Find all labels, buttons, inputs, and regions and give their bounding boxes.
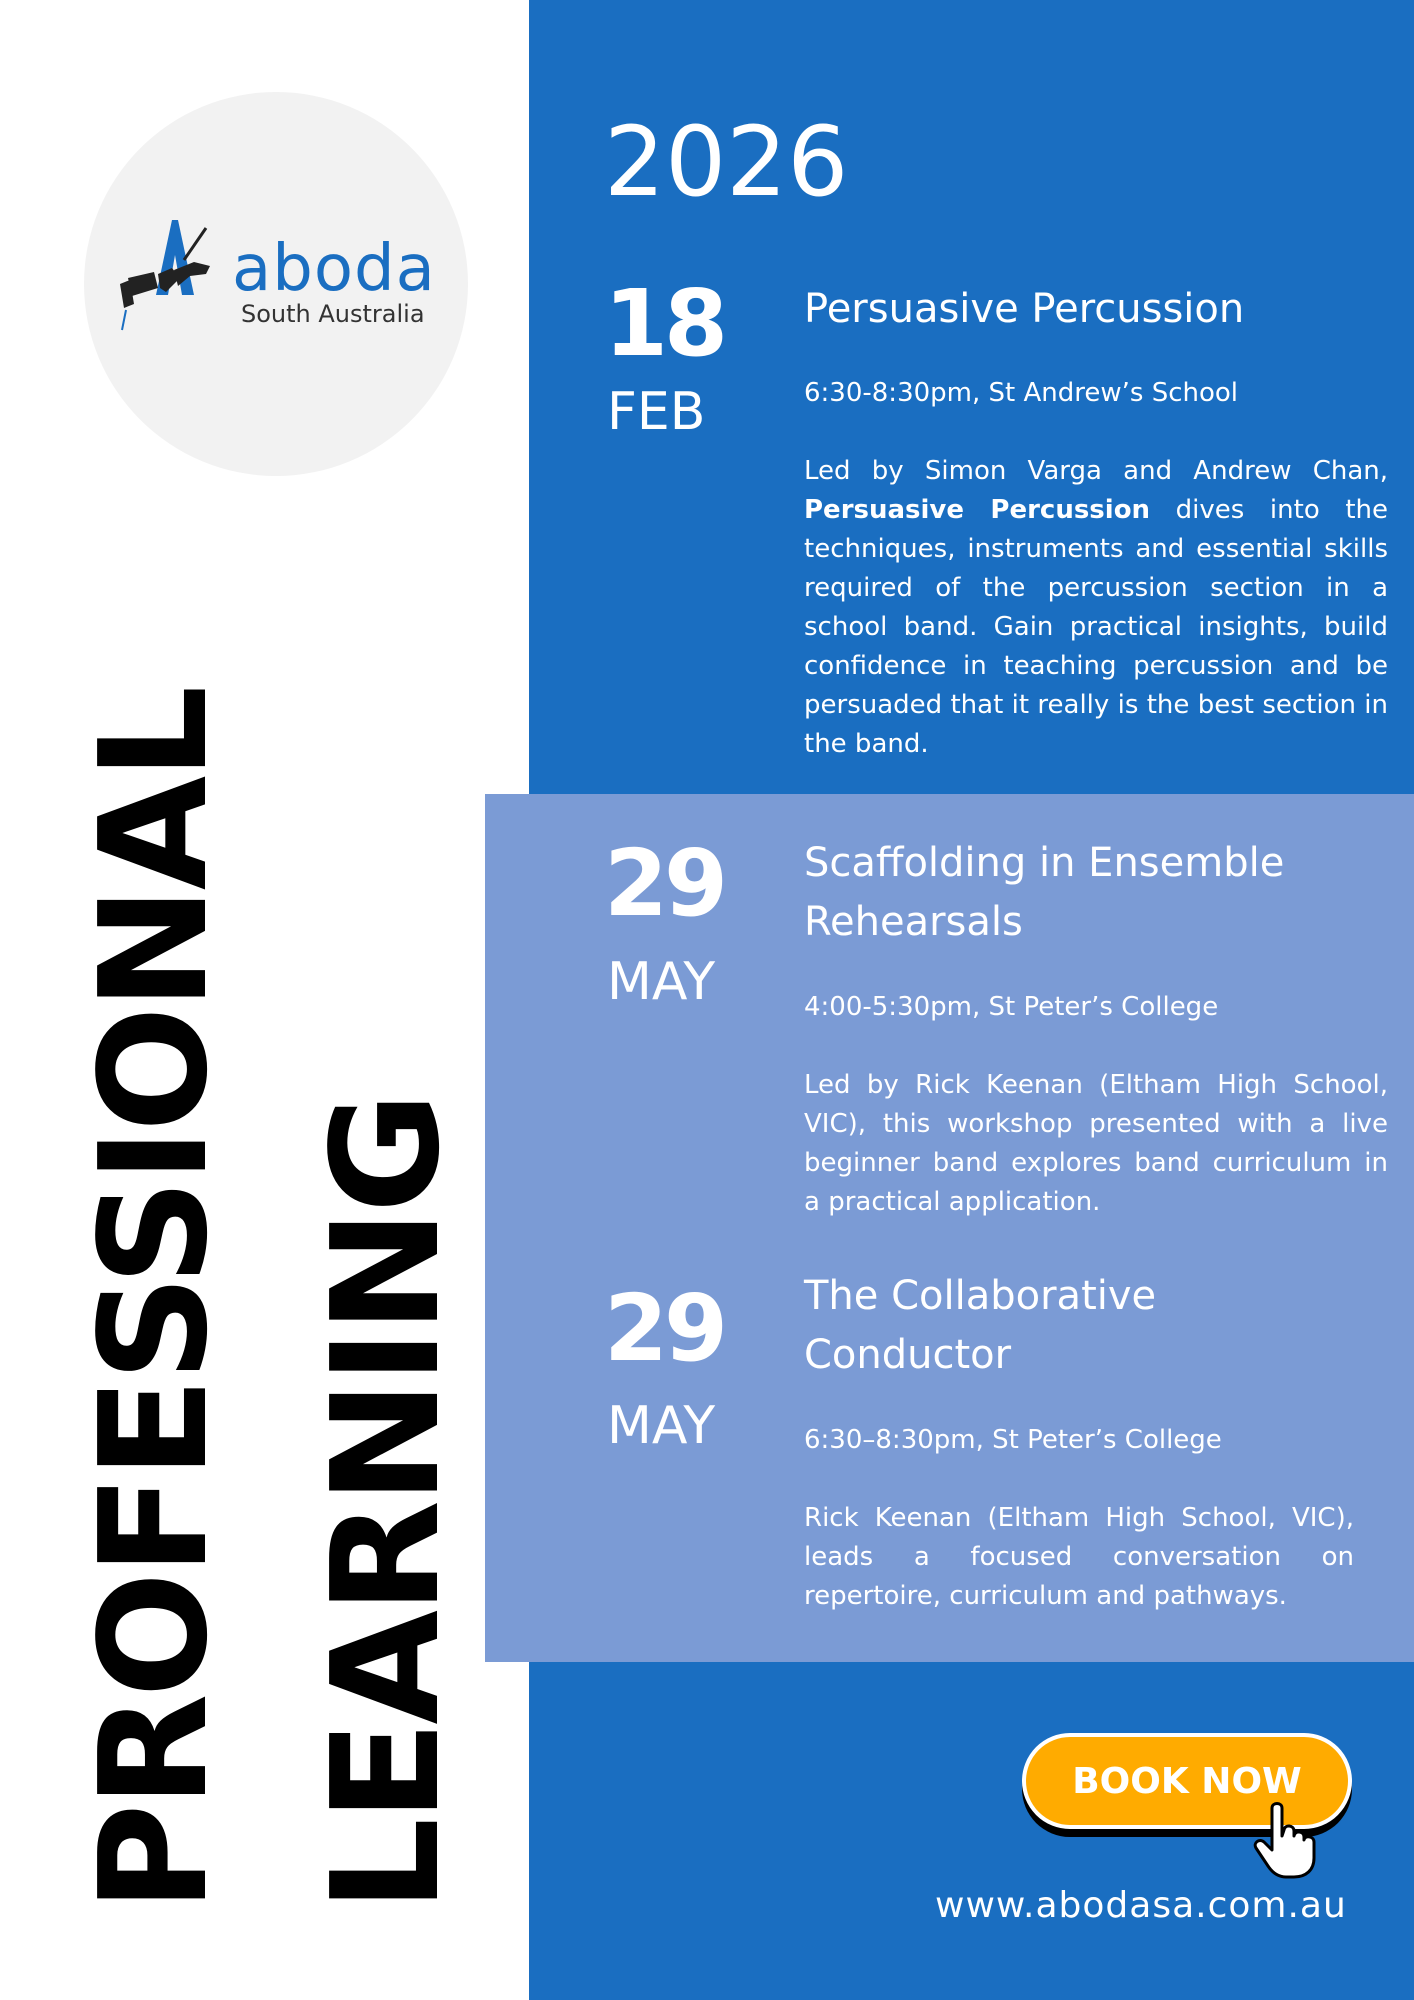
event-1-description	[804, 452, 1388, 764]
logo-subtitle: South Australia	[241, 300, 425, 328]
event-2-month: MAY	[607, 952, 716, 1012]
event-3-time-venue: 6:30–8:30pm, St Peter’s College	[804, 1425, 1222, 1455]
event-1-day: 18	[604, 270, 725, 377]
event-3-month: MAY	[607, 1396, 716, 1456]
event-3-description: Rick Keenan (Eltham High School, VIC), leads a focused conversation on repertoire, curriculum and pathways.	[804, 1503, 1354, 1611]
vertical-title-professional: PROFESSIONAL	[68, 689, 240, 1912]
event-1-title: Persuasive Percussion	[804, 286, 1245, 332]
event-2-time-venue: 4:00-5:30pm, St Peter’s College	[804, 992, 1219, 1022]
event-3-day: 29	[604, 1275, 725, 1382]
event-1-desc-intro: Led by Simon Varga and Andrew Chan,	[804, 456, 1388, 486]
website-link[interactable]: www.abodasa.com.au	[935, 1885, 1347, 1926]
event-2-day: 29	[604, 830, 725, 937]
event-3-title: The Collaborative Conductor	[804, 1273, 1157, 1378]
event-2-description: Led by Rick Keenan (Eltham High School, VIC), this workshop presented with a live beginner band explores band curriculum in a practical application.	[804, 1070, 1388, 1217]
event-1-desc-bold: Persuasive Percussion	[804, 495, 1151, 525]
event-2-title: Scaffolding in Ensemble Rehearsals	[804, 840, 1285, 945]
logo-wordmark: aboda	[232, 232, 436, 306]
event-1-month: FEB	[607, 382, 706, 442]
event-1-time-venue: 6:30-8:30pm, St Andrew’s School	[804, 378, 1239, 408]
logo	[84, 92, 468, 476]
hand-pointer-icon	[1250, 1800, 1320, 1880]
vertical-title-learning: LEARNING	[300, 1095, 472, 1912]
book-now-button[interactable]: BOOK NOW	[1022, 1733, 1352, 1829]
event-1-desc-rest: dives into the techniques, instruments and essential skills required of the percussion section in a school band. Gain practical insights, build confidence in teaching percussion and be persuaded that it really is the best section in the band.	[804, 495, 1388, 759]
conductor-logo-icon	[114, 200, 234, 340]
year-heading: 2026	[604, 106, 849, 218]
